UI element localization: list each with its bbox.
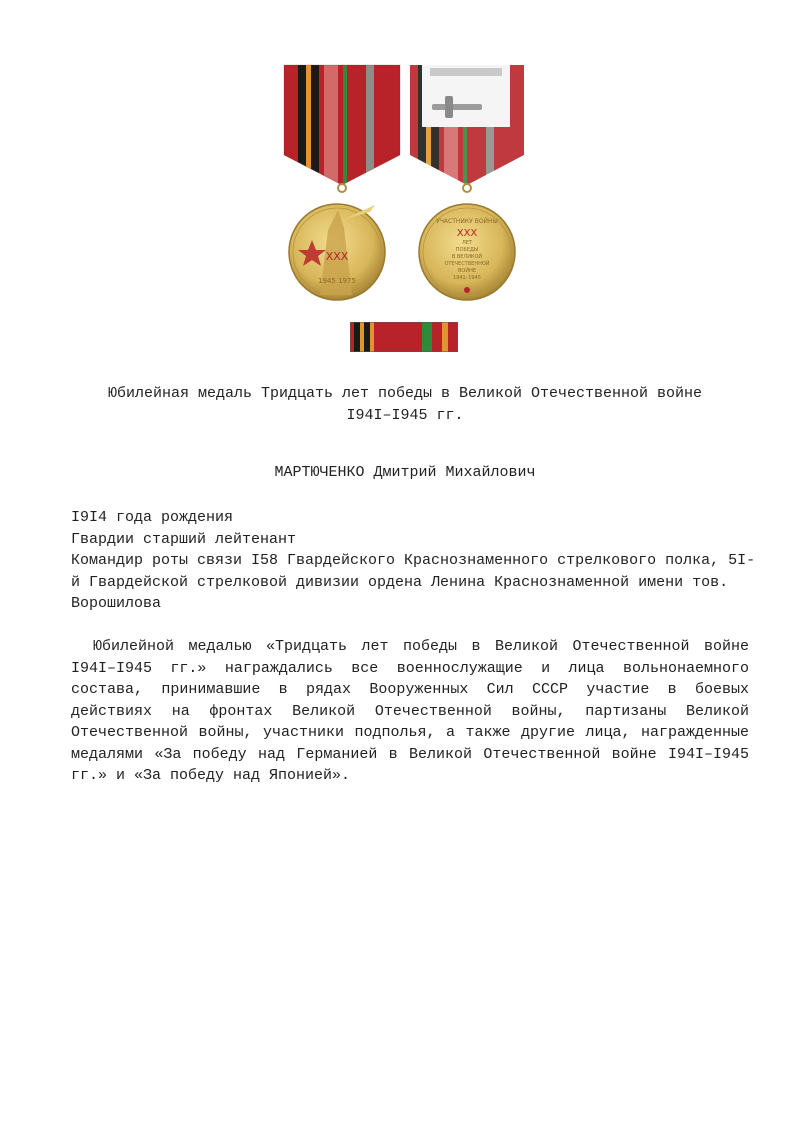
medal-photo xyxy=(280,60,530,305)
reverse-ribbon-icon xyxy=(410,65,524,185)
svg-text:XXX: XXX xyxy=(456,228,478,239)
medal-obverse-icon xyxy=(289,204,385,300)
hammer-sickle-icon xyxy=(464,287,470,293)
document-title xyxy=(60,383,750,427)
bio-block xyxy=(71,507,756,615)
birth-year: I9I4 года рождения xyxy=(71,509,234,526)
svg-text:1941–1945: 1941–1945 xyxy=(453,275,481,281)
svg-text:1945 1975: 1945 1975 xyxy=(318,277,356,285)
title-line-1: Юбилейная медаль Тридцать лет победы в Великой Отечественной войне xyxy=(107,385,703,402)
title-line-2: I94I–I945 гг. xyxy=(346,407,464,424)
svg-text:ВОЙНЕ: ВОЙНЕ xyxy=(457,268,477,274)
svg-text:ОТЕЧЕСТВЕННОЙ: ОТЕЧЕСТВЕННОЙ xyxy=(444,261,490,267)
svg-text:ПОБЕДЫ: ПОБЕДЫ xyxy=(455,247,479,253)
svg-text:УЧАСТНИКУ ВОЙНЫ: УЧАСТНИКУ ВОЙНЫ xyxy=(436,218,498,225)
obverse-ribbon-icon xyxy=(284,65,400,185)
person-name: МАРТЮЧЕНКО Дмитрий Михайлович xyxy=(274,464,536,481)
rank: Гвардии старший лейтенант xyxy=(71,530,297,548)
svg-text:ЛЕТ: ЛЕТ xyxy=(462,240,472,246)
svg-text:В ВЕЛИКОЙ: В ВЕЛИКОЙ xyxy=(451,254,483,260)
medal-reverse-icon xyxy=(419,204,515,300)
ribbon-bar-icon xyxy=(350,322,458,352)
svg-text:XXX: XXX xyxy=(325,250,349,263)
position: Командир роты связи I58 Гвардейского Краснознаменного стрелкового полка, 5I-й Гвардейской стрелковой дивизии ордена Ленина Краснознаменной имени тов. Ворошилова xyxy=(71,552,756,612)
medal-description: Юбилейной медалью «Тридцать лет победы в Великой Отечественной войне I94I–I945 гг.» награждались все военнослужащие и лица вольнонаемного состава, принимавшие в рядах Вооруженных Сил СССР участие в боевых действиях на фронтах Великой Отечественной войны, партизаны Великой Отечественной войны, участники подполья, а также другие лица, награжденные медалями «За победу над Германией в Великой Отечественной войне I94I–I945 гг.» и «За победу над Японией». xyxy=(71,638,749,784)
